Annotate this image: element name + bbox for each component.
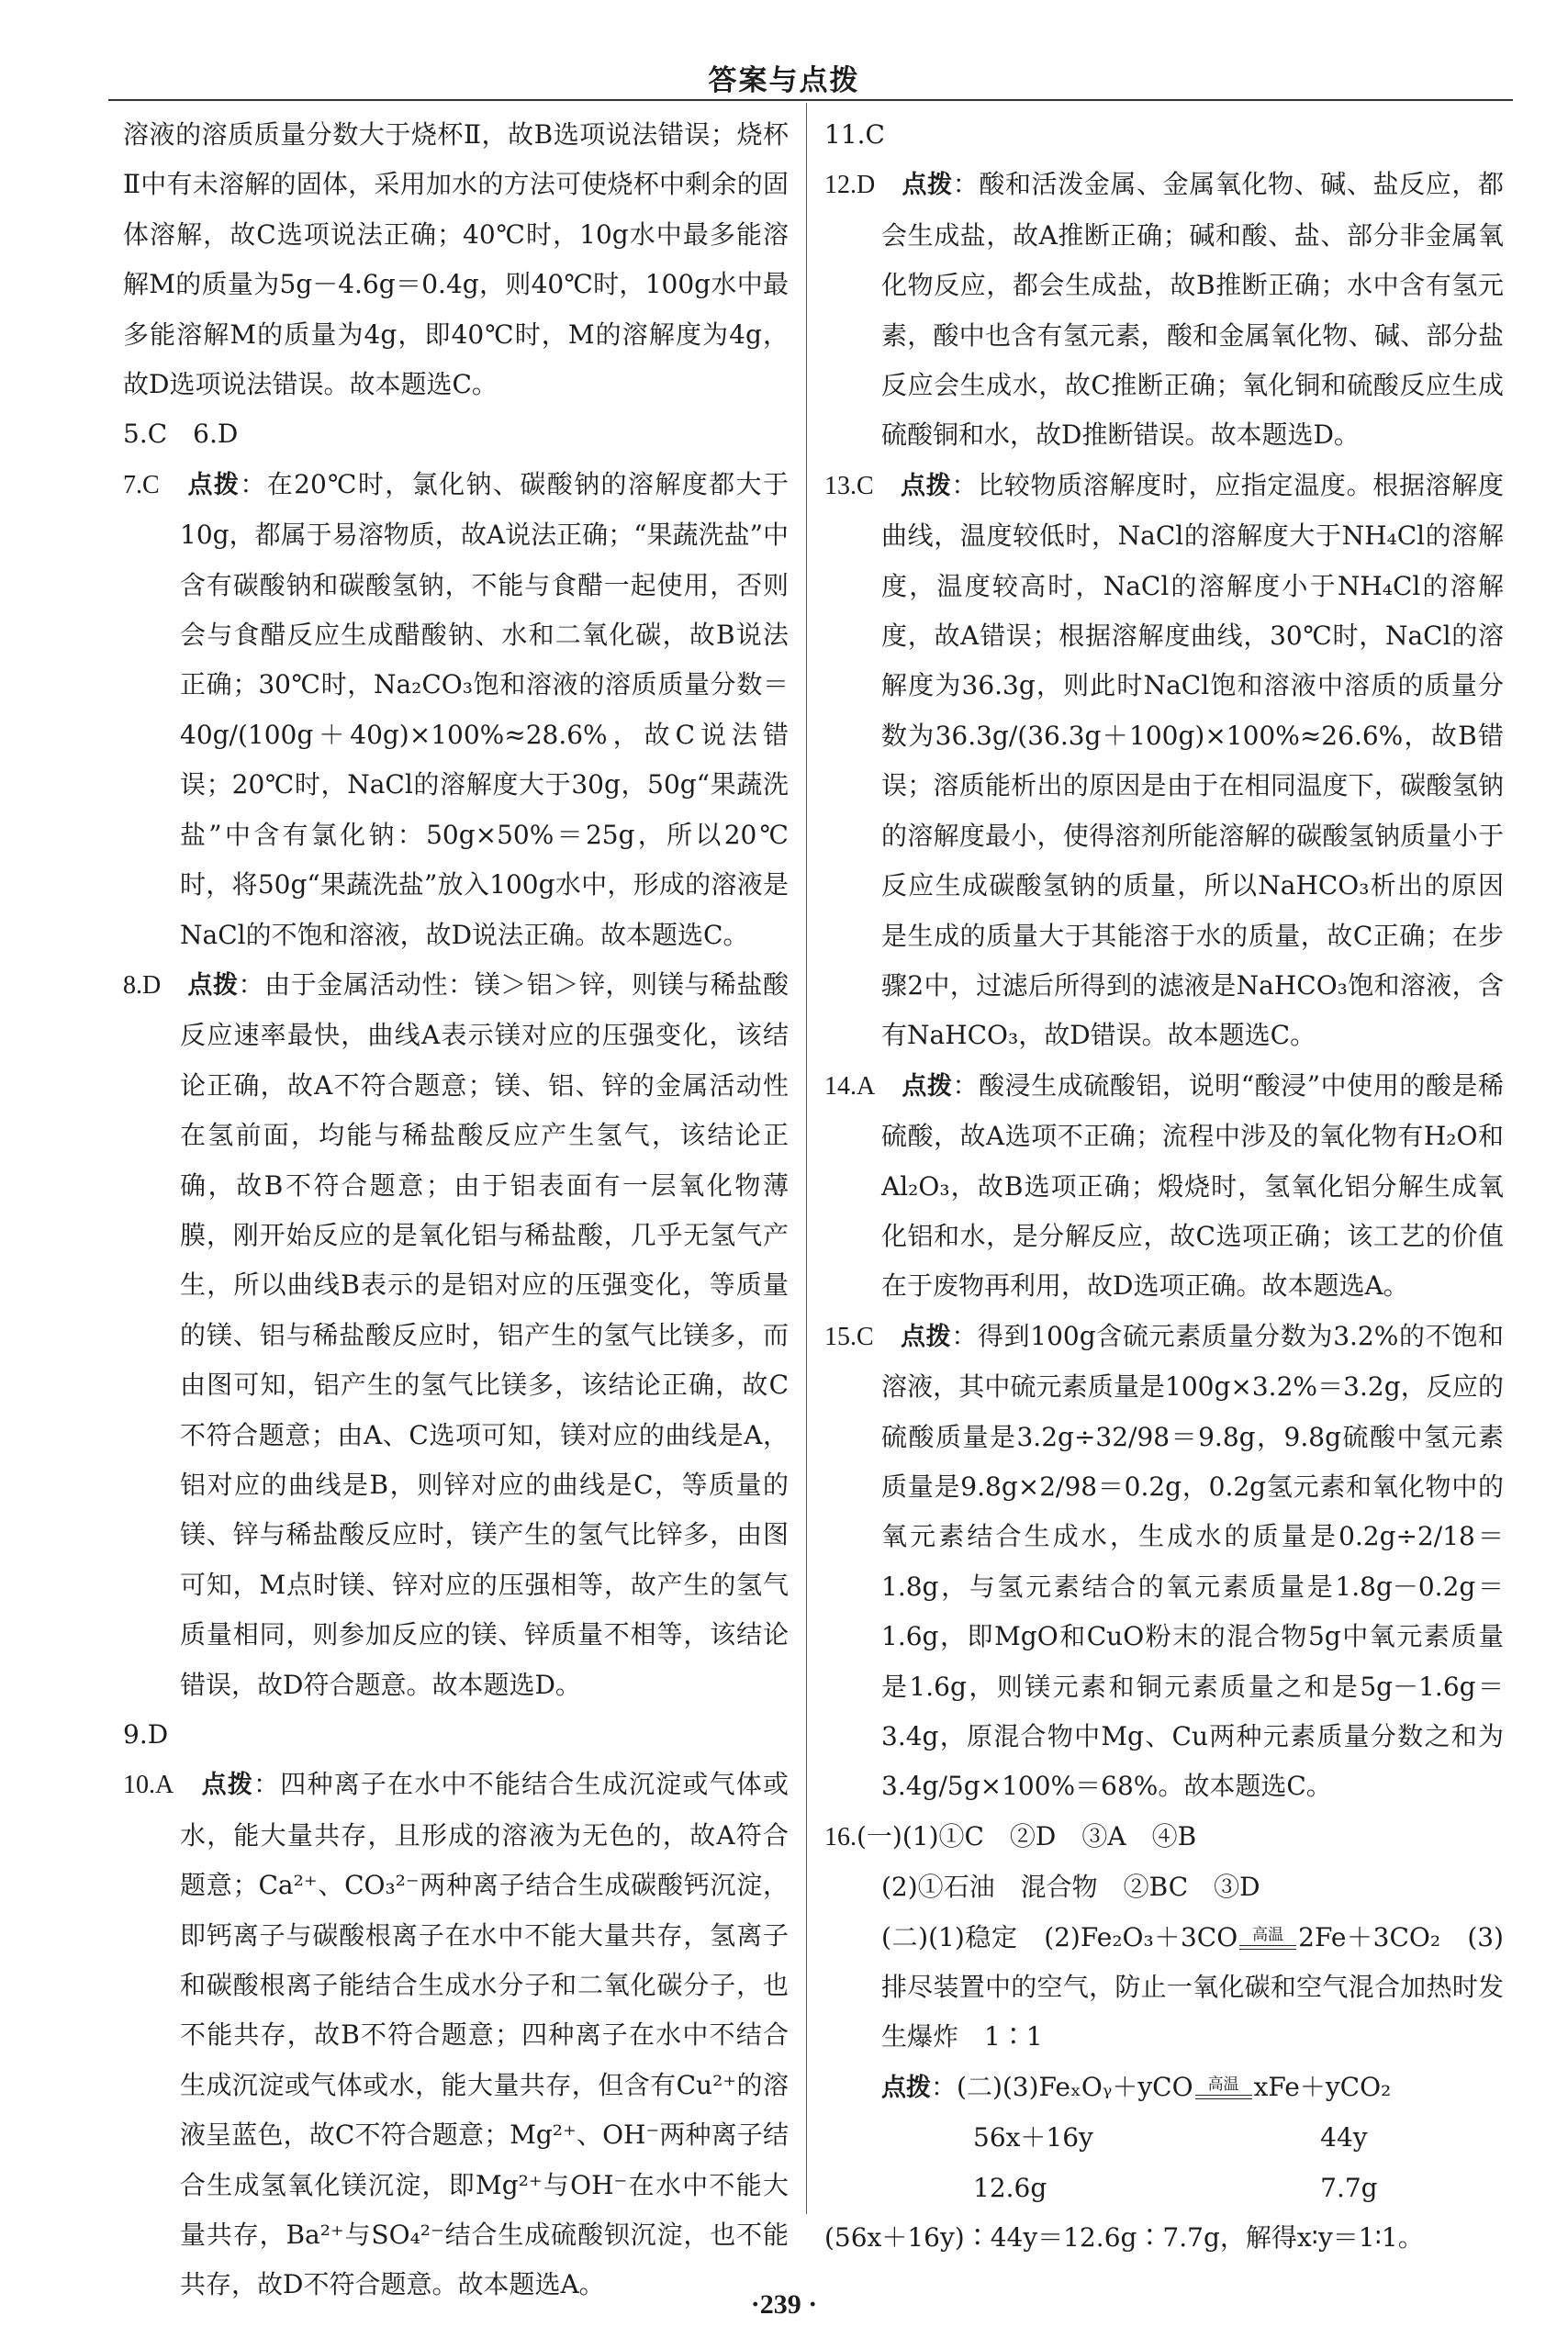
answer-16-part2-a: (二)(1)稳定 (2)Fe₂O₃＋3CO (881, 1921, 1238, 1952)
tip-label: 点拨 (901, 471, 952, 500)
column-divider (806, 103, 807, 2214)
answer-15: 15.C 点拨：得到100g含硫元素质量分数为3.2%的不饱和溶液，其中硫元素质量是100g×3.2%＝3.2g，反应的硫酸质量是3.2g÷32/98＝9.8g，9.8g硫酸中氢元素质量是9.8g×2/98＝0.2g，0.2g氢元素和氧化物中的氧元素结合生成水，生成水的质量是0.2g÷2/18＝1.8g，与氢元素结合的氧元素质量是1.8g－0.2g＝1.6g，即MgO和CuO粉末的混合物5g中氧元素质量是1.6g，则镁元素和铜元素质量之和是5g－1.6g＝3.4g，原混合物中Mg、Cu两种元素质量分数之和为3.4g/5g×100%＝68%。故本题选C。 (824, 1320, 1504, 1802)
tip-label: 点拨 (902, 1071, 953, 1101)
answer-8-number: 8.D (123, 970, 162, 1000)
answer-16-part2 (824, 1913, 1504, 2063)
q4-continuation: 溶液的溶质质量分数大于烧杯Ⅱ，故B选项说法错误；烧杯Ⅱ中有未溶解的固体，采用加水的方法可使烧杯中剩余的固体溶解，故C选项说法正确；40℃时，10g水中最多能溶解M的质量为5g－4.6g＝0.4g，则40℃时，100g水中最多能溶解M的质量为4g，即40℃时，M的溶解度为4g，故D选项说法错误。故本题选C。 (123, 119, 789, 400)
tip-label: 点拨 (902, 171, 953, 200)
answer-15-text: 得到100g含硫元素质量分数为3.2%的不饱和溶液，其中硫元素质量是100g×3.2%＝3.2g，反应的硫酸质量是3.2g÷32/98＝9.8g，9.8g硫酸中氢元素质量是9.8g×2/98＝0.2g，0.2g氢元素和氧化物中的氧元素结合生成水，生成水的质量是0.2g÷2/18＝1.8g，与氢元素结合的氧元素质量是1.8g－0.2g＝1.6g，即MgO和CuO粉末的混合物5g中氧元素质量是1.6g，则镁元素和铜元素质量之和是5g－1.6g＝3.4g，原混合物中Mg、Cu两种元素质量分数之和为3.4g/5g×100%＝68%。故本题选C。 (881, 1320, 1504, 1802)
answer-9: 9.D (123, 1719, 169, 1750)
answer-14-text: 酸浸生成硫酸铝，说明“酸浸”中使用的酸是稀硫酸，故A选项不正确；流程中涉及的氧化物有H₂O和Al₂O₃，故B选项正确；煅烧时，氢氧化铝分解生成氧化铝和水，是分解反应，故C选项正确；该工艺的价值在于废物再利用，故D选项正确。故本题选A。 (881, 1069, 1504, 1302)
reaction-condition-text: 高温 (1252, 1926, 1284, 1945)
answer-10-number: 10.A (123, 1771, 174, 1800)
row2-left: 12.6g (973, 2172, 1047, 2203)
answer-16-number: 16. (824, 1822, 857, 1851)
answer-16-part1-line1: (一)(1)①C ②D ③A ④B (857, 1820, 1197, 1851)
reaction-condition-text: 高温 (1207, 2075, 1239, 2095)
answer-12-text: 酸和活泼金属、金属氧化物、碱、盐反应，都会生成盐，故A推断正确；碱和酸、盐、部分非金属氧化物反应，都会生成盐，故B推断正确；水中含有氢元素，酸中也含有氢元素，酸和金属氧化物、碱、部分盐反应会生成水，故C推断正确；氧化铜和硫酸反应生成硫酸铜和水，故D推断错误。故本题选D。 (881, 169, 1504, 451)
answer-14-number: 14.A (824, 1071, 876, 1101)
answer-7-number: 7.C (123, 470, 160, 499)
tip-equation-a: (二)(3)FeₓOᵧ＋yCO (957, 2071, 1193, 2102)
answer-10: 10.A 点拨：四种离子在水中不能结合生成沉淀或气体或水，能大量共存，且形成的溶液为无色的，故A符合题意；Ca²⁺、CO₃²⁻两种离子结合生成碳酸钙沉淀，即钙离子与碳酸根离子在水中不能大量共存，氢离子和碳酸根离子能结合生成水分子和二氧化碳分子，也不能共存，故B不符合题意；四种离子在水中不结合生成沉淀或气体或水，能大量共存，但含有Cu²⁺的溶液呈蓝色，故C不符合题意；Mg²⁺、OH⁻两种离子结合生成氢氧化镁沉淀，即Mg²⁺与OH⁻在水中不能大量共存，Ba²⁺与SO₄²⁻结合生成硫酸钡沉淀，也不能共存，故D不符合题意。故本题选A。 (123, 1769, 789, 2300)
reaction-condition (1195, 2077, 1252, 2099)
answer-13: 13.C 点拨：比较物质溶解度时，应指定温度。根据溶解度曲线，温度较低时，NaCl的溶解度大于NH₄Cl的溶解度，温度较高时，NaCl的溶解度小于NH₄Cl的溶解度，故A错误；根据溶解度曲线，30℃时，NaCl的溶解度为36.3g，则此时NaCl饱和溶液中溶质的质量分数为36.3g/(36.3g＋100g)×100%≈26.6%，故B错误；溶质能析出的原因是由于在相同温度下，碳酸氢钠的溶解度最小，使得溶剂所能溶解的碳酸氢钠质量小于反应生成碳酸氢钠的质量，所以NaHCO₃析出的原因是生成的质量大于其能溶于水的质量，故C正确；在步骤2中，过滤后所得到的滤液是NaHCO₃饱和溶液，含有NaHCO₃，故D错误。故本题选C。 (824, 469, 1504, 1051)
tip-label: 点拨 (187, 470, 241, 499)
answer-8: 8.D 点拨：由于金属活动性：镁＞铝＞锌，则镁与稀盐酸反应速率最快，曲线A表示镁对应的压强变化，该结论正确，故A不符合题意；镁、铝、锌的金属活动性在氢前面，均能与稀盐酸反应产生氢气，该结论正确，故B不符合题意；由于铝表面有一层氧化物薄膜，刚开始反应的是氧化铝与稀盐酸，几乎无氢气产生，所以曲线B表示的是铝对应的压强变化，等质量的镁、铝与稀盐酸反应时，铝产生的氢气比镁多，而由图可知，铝产生的氢气比镁多，该结论正确，故C不符合题意；由A、C选项可知，镁对应的曲线是A，铝对应的曲线是B，则锌对应的曲线是C，等质量的镁、锌与稀盐酸反应时，镁产生的氢气比锌多，由图可知，M点时镁、锌对应的压强相等，故产生的氢气质量相同，则参加反应的镁、锌质量不相等，该结论错误，故D符合题意。故本题选D。 (123, 968, 789, 1700)
answer-16-part1-line2: (2)①石油 混合物 ②BC ③D (881, 1872, 1260, 1903)
table-row (909, 2113, 1460, 2163)
header-rule (108, 99, 1513, 101)
tip-equation-b: xFe＋yCO₂ (1253, 2071, 1392, 2102)
answer-12: 12.D 点拨：酸和活泼金属、金属氧化物、碱、盐反应，都会生成盐，故A推断正确；碱和酸、盐、部分非金属氧化物反应，都会生成盐，故B推断正确；水中含有氢元素，酸中也含有氢元素，酸和金属氧化物、碱、部分盐反应会生成水，故C推断正确；氧化铜和硫酸反应生成硫酸铜和水，故D推断错误。故本题选D。 (824, 169, 1504, 451)
tip-label: 点拨 (901, 1322, 952, 1351)
answer-16-final: (56x＋16y)∶44y＝12.6g∶7.7g，解得x∶y＝1∶1。 (824, 2222, 1424, 2254)
row2-right: 7.7g (1320, 2172, 1378, 2203)
answer-7-text: 在20℃时，氯化钠、碳酸钠的溶解度都大于10g，都属于易溶物质，故A说法正确；“果蔬洗盐”中含有碳酸钠和碳酸氢钠，不能与食醋一起使用，否则会与食醋反应生成醋酸钠、水和二氧化碳，故B说法正确；30℃时，Na₂CO₃饱和溶液的溶质质量分数＝40g/(100g＋40g)×100%≈28.6%，故C说法错误；20℃时，NaCl的溶解度大于30g，50g“果蔬洗盐”中含有氯化钠：50g×50%＝25g，所以20℃时，将50g“果蔬洗盐”放入100g水中，形成的溶液是NaCl的不饱和溶液，故D说法正确。故本题选C。 (180, 468, 789, 950)
answer-10-text: 四种离子在水中不能结合生成沉淀或气体或水，能大量共存，且形成的溶液为无色的，故A符合题意；Ca²⁺、CO₃²⁻两种离子结合生成碳酸钙沉淀，即钙离子与碳酸根离子在水中不能大量共存，氢离子和碳酸根离子能结合生成水分子和二氧化碳分子，也不能共存，故B不符合题意；四种离子在水中不结合生成沉淀或气体或水，能大量共存，但含有Cu²⁺的溶液呈蓝色，故C不符合题意；Mg²⁺、OH⁻两种离子结合生成氢氧化镁沉淀，即Mg²⁺与OH⁻在水中不能大量共存，Ba²⁺与SO₄²⁻结合生成硫酸钡沉淀，也不能共存，故D不符合题意。故本题选A。 (180, 1769, 789, 2300)
answer-7: 7.C 点拨：在20℃时，氯化钠、碳酸钠的溶解度都大于10g，都属于易溶物质，故A说法正确；“果蔬洗盐”中含有碳酸钠和碳酸氢钠，不能与食醋一起使用，否则会与食醋反应生成醋酸钠、水和二氧化碳，故B说法正确；30℃时，Na₂CO₃饱和溶液的溶质质量分数＝40g/(100g＋40g)×100%≈28.6%，故C说法错误；20℃时，NaCl的溶解度大于30g，50g“果蔬洗盐”中含有氯化钠：50g×50%＝25g，所以20℃时，将50g“果蔬洗盐”放入100g水中，形成的溶液是NaCl的不饱和溶液，故D说法正确。故本题选C。 (123, 468, 789, 950)
answer-16-part2-b: 2Fe＋3CO₂ (3)排尽装置中的空气，防止一氧化碳和空气混合加热时发生爆炸 1∶1 (881, 1921, 1504, 2053)
answer-13-number: 13.C (824, 471, 874, 500)
answer-11: 11.C (824, 119, 885, 150)
answer-16-tip: 点拨：(二)(3)FeₓOᵧ＋yCO 高温 xFe＋yCO₂ (881, 2071, 1392, 2102)
answer-12-number: 12.D (824, 171, 876, 200)
tip-label: 点拨 (201, 1771, 254, 1800)
row1-left: 56x＋16y (973, 2122, 1093, 2153)
tip-label: 点拨 (881, 2073, 931, 2102)
tip-label: 点拨 (187, 970, 239, 1000)
table-row (909, 2164, 1460, 2213)
answer-15-number: 15.C (824, 1322, 874, 1351)
answer-16 (824, 1812, 1504, 2264)
stoichiometry-table (909, 2113, 1460, 2213)
answer-8-text: 由于金属活动性：镁＞铝＞锌，则镁与稀盐酸反应速率最快，曲线A表示镁对应的压强变化，该结论正确，故A不符合题意；镁、铝、锌的金属活动性在氢前面，均能与稀盐酸反应产生氢气，该结论正确，故B不符合题意；由于铝表面有一层氧化物薄膜，刚开始反应的是氧化铝与稀盐酸，几乎无氢气产生，所以曲线B表示的是铝对应的压强变化，等质量的镁、铝与稀盐酸反应时，铝产生的氢气比镁多，而由图可知，铝产生的氢气比镁多，该结论正确，故C不符合题意；由A、C选项可知，镁对应的曲线是A，铝对应的曲线是B，则锌对应的曲线是C，等质量的镁、锌与稀盐酸反应时，镁产生的氢气比锌多，由图可知，M点时镁、锌对应的压强相等，故产生的氢气质量相同，则参加反应的镁、锌质量不相等，该结论错误，故D符合题意。故本题选D。 (180, 968, 789, 1700)
reaction-condition (1239, 1928, 1296, 1950)
answers-5-6: 5.C 6.D (123, 419, 239, 450)
answer-13-text: 比较物质溶解度时，应指定温度。根据溶解度曲线，温度较低时，NaCl的溶解度大于NH₄Cl的溶解度，温度较高时，NaCl的溶解度小于NH₄Cl的溶解度，故A错误；根据溶解度曲线，30℃时，NaCl的溶解度为36.3g，则此时NaCl饱和溶液中溶质的质量分数为36.3g/(36.3g＋100g)×100%≈26.6%，故B错误；溶质能析出的原因是由于在相同温度下，碳酸氢钠的溶解度最小，使得溶剂所能溶解的碳酸氢钠质量小于反应生成碳酸氢钠的质量，所以NaHCO₃析出的原因是生成的质量大于其能溶于水的质量，故C正确；在步骤2中，过滤后所得到的滤液是NaHCO₃饱和溶液，含有NaHCO₃，故D错误。故本题选C。 (881, 469, 1504, 1051)
page-number: ·239 · (750, 2289, 818, 2320)
row1-right: 44y (1320, 2122, 1368, 2153)
answer-14: 14.A 点拨：酸浸生成硫酸铝，说明“酸浸”中使用的酸是稀硫酸，故A选项不正确；流程中涉及的氧化物有H₂O和Al₂O₃，故B选项正确；煅烧时，氢氧化铝分解生成氧化铝和水，是分解反应，故C选项正确；该工艺的价值在于废物再利用，故D选项正确。故本题选A。 (824, 1069, 1504, 1302)
left-column (123, 110, 789, 2310)
right-column (824, 110, 1504, 2263)
header-title: 答案与点拨 (708, 64, 860, 97)
